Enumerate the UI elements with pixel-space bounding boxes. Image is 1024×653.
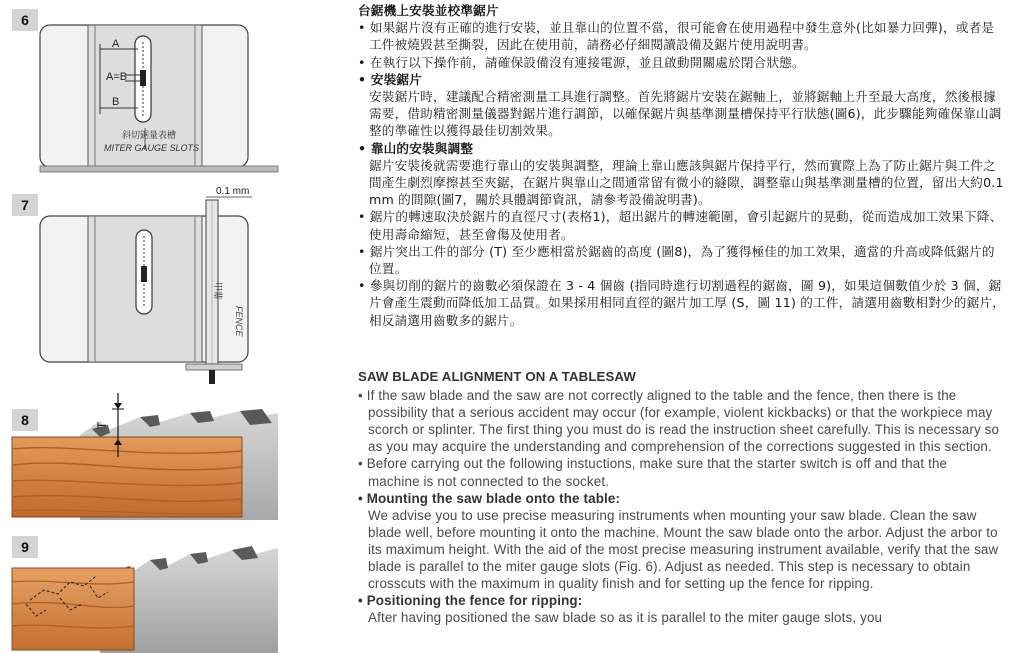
- figure-9: [0, 520, 290, 653]
- section-title-en: SAW BLADE ALIGNMENT ON A TABLESAW: [358, 369, 636, 384]
- table-saw-top-view: [0, 0, 290, 180]
- paragraph: • 參與切削的鋸片的齒數必須保證在 3 - 4 個齒 (指同時進行切割過程的鋸齒，圖 9)，如果這個數值少於 3 個，鋸片會產生震動而降低加工品質。如果採用相同直徑的鋸片加工厚 (S，圖 11) 的工件，請選用齒數相對少的鋸片，相反請選用齒數多的鋸片。: [358, 278, 1005, 328]
- slot-label-en: MITER GAUGE SLOTS: [104, 143, 200, 153]
- paragraph: We advise you to use precise measuring instruments when mounting your saw blade. Clean the saw blade well, before mounting it onto the machine. Mount the saw blade onto the arbor. Adjust the arbor to its maximum height. With the aid of the most precise measuring instrument available, verify that the saw blade is parallel to the miter gauge slots (Fig. 6). Adjust as needed. This step is necessary to obtain crosscuts with the maximum in quality finish and for setting up the fence for ripping.: [368, 507, 999, 592]
- english-section: [358, 368, 1000, 626]
- subheading: • 安裝鋸片: [358, 71, 423, 87]
- paragraph: • 鋸片突出工件的部分 (T) 至少應相當於鋸齒的高度 (圖8)，為了獲得極佳的加工效果，適當的升高或降低鋸片的位置。: [358, 243, 995, 277]
- label-t: T: [95, 421, 109, 429]
- paragraph: • 鋸片的轉速取決於鋸片的直徑尺寸(表格1)，超出鋸片的轉速範圍，會引起鋸片的晃動，從而造成加工效果下降、使用壽命縮短，甚至會傷及使用者。: [358, 209, 1003, 242]
- paragraph: 安裝鋸片時，建議配合精密測量工具進行調整。首先將鋸片安裝在鋸軸上，並將鋸軸上升至最大高度，然後根據需要，借助精密測量儀器對鋸片進行調節，以確保鋸片與基準測量槽保持平行狀態(圖6)，此步驟能夠確保靠山調整的準確性以獲得最佳切割效果。: [369, 89, 1002, 139]
- blade-projection-illustration: [0, 385, 290, 520]
- figure-6: [0, 0, 290, 180]
- paragraph: After having positioned the saw blade so as it is parallel to the miter gauge slots, you: [368, 610, 883, 626]
- subheading: • 靠山的安裝與調整: [358, 140, 474, 156]
- section-title-zh: 台鋸機上安裝並校準鋸片: [358, 3, 499, 18]
- figure-number: 7: [12, 194, 38, 216]
- label-ab: A=B: [106, 71, 128, 83]
- slot-label-zh: 斜切鋸量表槽: [122, 130, 177, 140]
- fence-label-en: FENCE: [234, 306, 244, 337]
- label-b: B: [112, 96, 120, 108]
- paragraph: 鋸片安裝後就需要進行靠山的安裝與調整，理論上靠山應該與鋸片保持平行，然而實際上為了防止鋸片與工件之間產生劇烈摩擦甚至夾鋸，在鋸片與靠山之間通常留有微小的縫隙，調整靠山與基準測量槽的位置，留出大約0.1 mm 的間隙(圖7，關於具體調節資訊，請參考設備說明書)。: [369, 157, 1004, 208]
- fence-label-zh: 靠山: [214, 281, 224, 300]
- figure-number: 9: [12, 536, 38, 558]
- teeth-engagement-illustration: [0, 520, 290, 653]
- subheading: • Positioning the fence for ripping:: [358, 593, 583, 609]
- chinese-section: [358, 2, 1006, 329]
- fence-top-view: [0, 180, 290, 385]
- label-a: A: [112, 38, 120, 50]
- gap-label: 0.1 mm: [216, 186, 250, 197]
- paragraph: • 在執行以下操作前，請確保設備沒有連接電源，並且啟動開關處於閉合狀態。: [358, 54, 805, 70]
- subheading: • Mounting the saw blade onto the table:: [358, 490, 621, 506]
- figure-number: 8: [12, 409, 38, 431]
- paragraph: • If the saw blade and the saw are not correctly aligned to the table and the fence, then there is the possibility that a serious accident may occur (for example, violent kickbacks) or that the workpiece may scorch or splinter. The first thing you must do is read the instruction sheet carefully. This is necessary so as you may acquire the understanding and comprehension of the corrections suggested in this section.: [358, 388, 1000, 455]
- paragraph: • 如果鋸片沒有正確的進行安裝，並且靠山的位置不當，很可能會在使用過程中發生意外(比如暴力回彈)，或者是工件被燒毀甚至撕裂，因此在使用前，請務必仔細閱讀設備及鋸片使用說明書。: [358, 20, 995, 53]
- figure-number: 6: [12, 9, 38, 31]
- paragraph: • Before carrying out the following instuctions, make sure that the starter switch is off and that the machine is not connected to the socket.: [358, 456, 948, 489]
- figure-8: [0, 385, 290, 520]
- figure-7: [0, 180, 290, 385]
